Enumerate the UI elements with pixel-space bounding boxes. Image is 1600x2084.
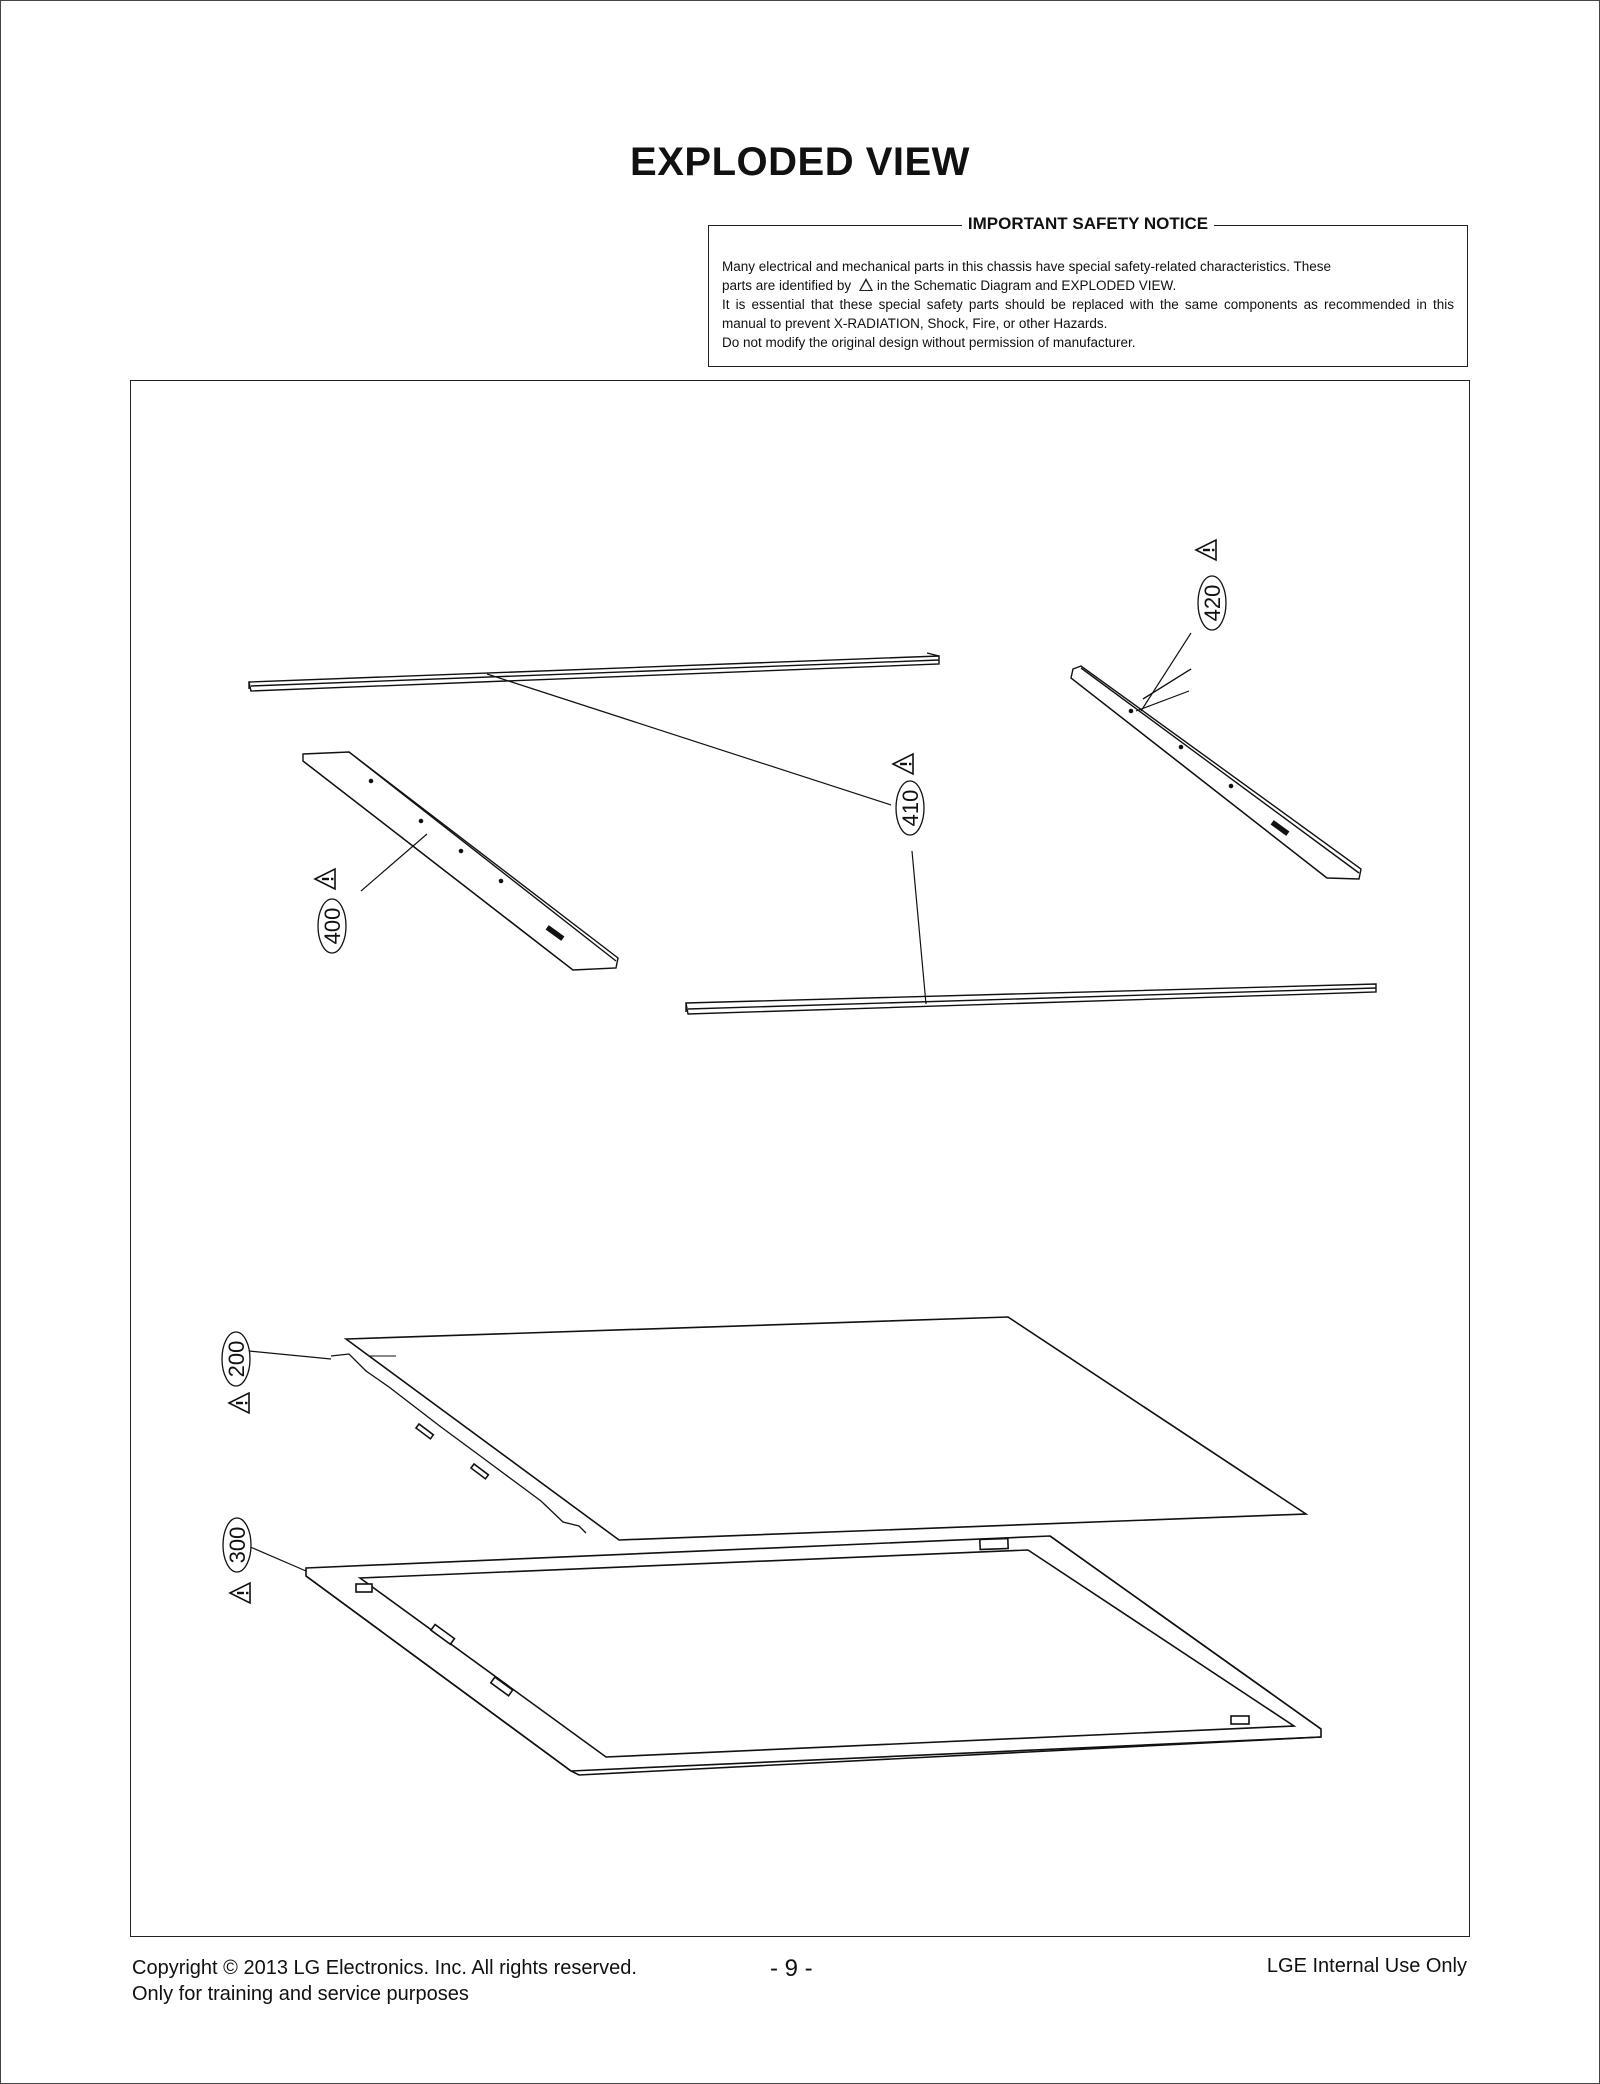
footer-purpose: Only for training and service purposes <box>132 1983 469 2005</box>
notice-line-3: It is essential that these special safety parts should be replaced with the same components as recommended in this manual to prevent X-RADIATION, Shock, Fire, or other Hazards. <box>722 297 1454 331</box>
part-420-right-bar <box>1071 666 1361 879</box>
callout-410 <box>893 754 924 835</box>
warning-triangle-icon <box>229 1393 249 1413</box>
callout-420-label: 420 <box>1200 584 1225 622</box>
callout-410-label: 410 <box>898 789 923 827</box>
footer-internal-use: LGE Internal Use Only <box>1266 1955 1467 1977</box>
callout-200 <box>222 1332 250 1413</box>
part-200-panel <box>331 1317 1306 1540</box>
warning-triangle-icon <box>859 278 873 291</box>
safety-notice-body <box>722 257 1454 352</box>
exploded-view-diagram <box>130 380 1470 1937</box>
safety-notice-title: IMPORTANT SAFETY NOTICE <box>962 214 1214 233</box>
callout-420 <box>1196 540 1226 630</box>
part-410-bottom-rail <box>686 984 1376 1014</box>
part-300-frame <box>306 1536 1321 1775</box>
notice-line-4: Do not modify the original design without permission of manufacturer. <box>722 335 1136 350</box>
page-number: - 9 - <box>770 1955 813 1982</box>
callout-400-label: 400 <box>320 907 345 945</box>
callout-200-label: 200 <box>224 1340 249 1378</box>
callout-400 <box>315 869 346 953</box>
notice-line-1: Many electrical and mechanical parts in this chassis have special safety-related characteristics. These <box>722 259 1332 274</box>
warning-triangle-icon <box>1196 540 1216 560</box>
footer-left <box>132 1955 637 2007</box>
part-410-top-rail <box>249 653 939 691</box>
warning-triangle-icon <box>893 754 913 774</box>
notice-line-2 <box>722 276 1454 295</box>
exploded-view-drawing <box>131 381 1470 1937</box>
notice-line-2-end: in the Schematic Diagram and EXPLODED VIEW. <box>876 278 1177 293</box>
warning-triangle-icon <box>230 1583 250 1603</box>
safety-notice-box <box>708 214 1468 367</box>
notice-line-2-start: parts are identified by <box>722 278 852 293</box>
callout-300 <box>223 1518 251 1603</box>
warning-triangle-icon <box>315 869 335 889</box>
part-400-left-bar <box>303 752 618 970</box>
callout-300-label: 300 <box>225 1526 250 1564</box>
footer-copyright: Copyright © 2013 LG Electronics. Inc. All rights reserved. <box>132 1957 637 1979</box>
page-title: EXPLODED VIEW <box>630 140 970 184</box>
